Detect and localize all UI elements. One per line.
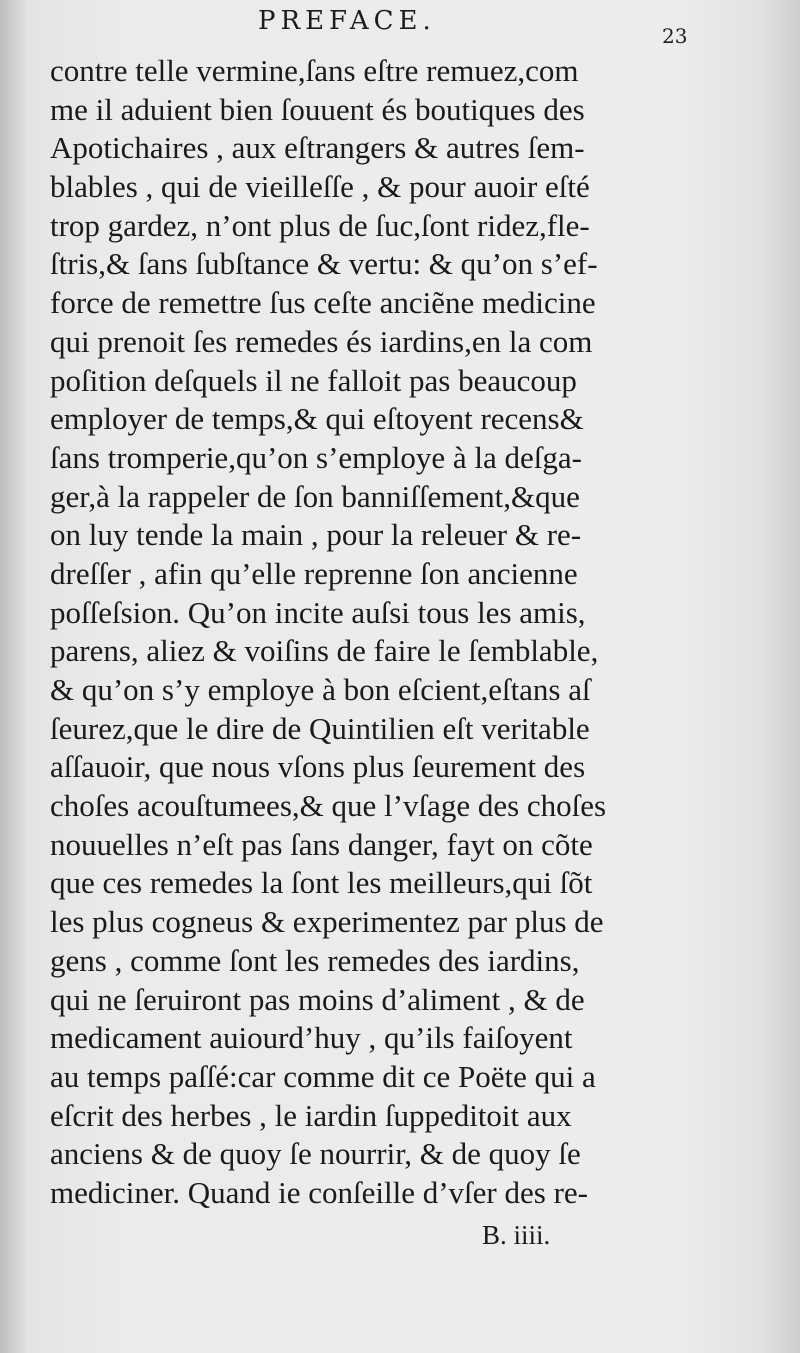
text-line: poſition deſquels il ne falloit pas beaucoup (50, 362, 577, 398)
text-line: les plus cogneus & experimentez par plus de (50, 904, 604, 940)
text-line: anciens & de quoy ſe nourrir, & de quoy ſe (50, 1136, 581, 1172)
text-line: eſcrit des herbes , le iardin ſuppeditoit aux (50, 1097, 572, 1133)
text-line: blables , qui de vieilleſſe , & pour auoir eſté (50, 169, 590, 205)
text-line: aſſauoir, que nous vſons plus ſeurement des (50, 749, 586, 785)
text-line: choſes acouſtumees,& que l’vſage des choſes (50, 788, 607, 824)
text-line: force de remettre ſus ceſte anciẽne medicine (50, 285, 596, 321)
text-line: on luy tende la main , pour la releuer & re- (50, 517, 582, 553)
text-line: Apotichaires , aux eſtrangers & autres ſem- (50, 130, 585, 166)
page-header (0, 4, 800, 48)
signature-mark: B. iiii. (482, 1220, 551, 1250)
text-line: gens , comme ſont les remedes des iardins, (50, 942, 580, 978)
text-line: ger,à la rappeler de ſon banniſſement,&que (50, 478, 580, 514)
text-line: ſeurez,que le dire de Quintilien eſt veritable (50, 710, 590, 746)
text-line: ſtris,& ſans ſubſtance & vertu: & qu’on s’ef- (50, 246, 598, 282)
text-line: poſſeſsion. Qu’on incite auſsi tous les amis, (50, 594, 586, 630)
text-line: me il aduient bien ſouuent és boutiques des (50, 91, 585, 127)
text-line: ſans tromperie,qu’on s’employe à la deſga- (50, 439, 582, 475)
text-line: trop gardez, n’ont plus de ſuc,ſont ridez,fle- (50, 207, 590, 243)
text-line: mediciner. Quand ie conſeille d’vſer des re- (50, 1174, 588, 1210)
text-line: employer de temps,& qui eſtoyent recens& (50, 401, 584, 437)
text-line: dreſſer , afin qu’elle reprenne ſon ancienne (50, 555, 578, 591)
text-line: au temps paſſé:car comme dit ce Poëte qui a (50, 1058, 596, 1094)
text-line: & qu’on s’y employe à bon eſcient,eſtans aſ (50, 672, 591, 707)
page-number: 23 (662, 24, 688, 48)
text-line: medicament auiourd’huy , qu’ils faiſoyent (50, 1020, 573, 1056)
text-line: parens, aliez & voiſins de faire le ſemblable, (50, 633, 599, 669)
text-line: qui prenoit ſes remedes és iardins,en la com (50, 323, 593, 359)
text-line: contre telle vermine,ſans eſtre remuez,com (50, 53, 579, 88)
text-line: qui ne ſeruiront pas moins d’aliment , & de (50, 981, 585, 1017)
text-line: nouuelles n’eſt pas ſans danger, fayt on cõte (50, 826, 593, 862)
text-line: que ces remedes la ſont les meilleurs,qui ſõt (50, 865, 593, 901)
running-head: PREFACE. (258, 6, 436, 36)
body-text (50, 52, 690, 1213)
